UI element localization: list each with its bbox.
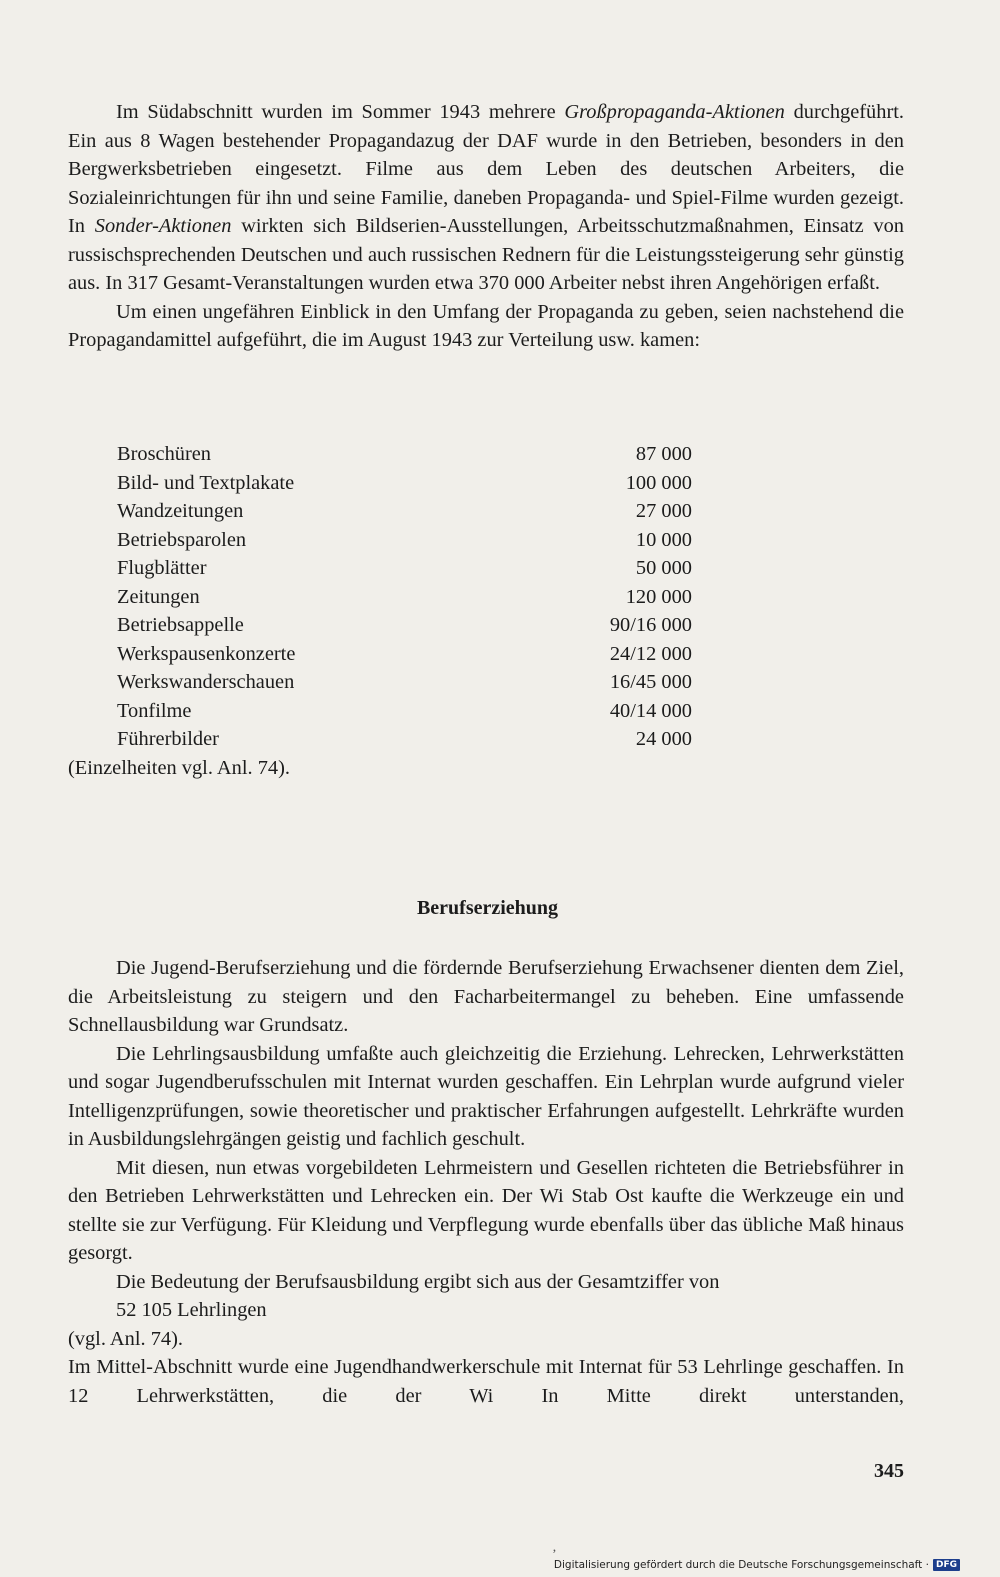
digitization-footer — [554, 1559, 960, 1571]
footer-text: Digitalisierung gefördert durch die Deutsche Forschungsgemeinschaft · — [553, 1559, 929, 1571]
paragraph-jugend-berufserziehung: Die Jugend-Berufserziehung und die fördernde Berufserziehung Erwachsener dienten dem Ziel, die Arbeitsleistung zu steigern und den Facharbeitermangel zu beheben. Eine umfassende Schnellausbildung war Grundsatz. — [68, 957, 904, 1036]
table-label: Bild- und Textplakate — [117, 471, 295, 494]
text-run: wirkten sich Bildserien-Ausstellungen, Arbeitsschutzmaßnahmen, Einsatz von russischsprechenden Deutschen und auch russischen Rednern für die Leistungssteigerung sehr günstig aus. In 317 Gesamt-Veranstaltungen wurden etwa 370 000 Arbeiter nebst ihren Angehörigen erfaßt. — [68, 215, 904, 294]
text-run: Im Südabschnitt wurden im Sommer 1943 mehrere — [116, 101, 565, 123]
table-row — [117, 697, 692, 726]
table-label: Betriebsparolen — [117, 528, 247, 551]
table-row — [117, 583, 692, 612]
table-value: 100 000 — [625, 471, 692, 494]
table-label: Broschüren — [117, 443, 211, 465]
italic-term: Großpropaganda-Aktionen — [564, 101, 785, 123]
italic-term: Sonder-Aktionen — [94, 215, 232, 237]
table-value: 120 000 — [625, 585, 692, 608]
stray-mark: ‚ — [552, 1540, 557, 1555]
section-heading: Berufserziehung — [416, 897, 559, 919]
propaganda-table — [117, 440, 692, 754]
paragraph-lehrlingsausbildung: Die Lehrlingsausbildung umfaßte auch gleichzeitig die Erziehung. Lehrecken, Lehrwerkstätten und sogar Jugendberufsschulen mit Internat wurden geschaffen. Ein Lehrplan wurde aufgrund vieler Intelligenzprüfungen, sowie theoretischer und praktischer Erfahrungen aufgestellt. Lehrkräfte wurden in Ausbildungslehrgängen geistig und fachlich geschult. — [68, 1042, 904, 1150]
table-value: 24/12 000 — [609, 642, 692, 665]
paragraph-lehrmeister: Mit diesen, nun etwas vorgebildeten Lehrmeistern und Gesellen richteten die Betriebsführer in den Betrieben Lehrwerkstätten und Lehrecken ein. Der Wi Stab Ost kaufte die Werkzeuge ein und stellte sie zur Verfügung. Für Kleidung und Verpflegung wurde ebenfalls über das übliche Maß hinaus gesorgt. — [68, 1156, 904, 1264]
table-row — [117, 469, 692, 498]
table-note: (Einzelheiten vgl. Anl. 74). — [68, 757, 290, 779]
bottom-text-block — [68, 954, 904, 1410]
paragraph-mittel-abschnitt: Im Mittel-Abschnitt wurde eine Jugendhandwerkerschule mit Internat für 53 Lehrlinge geschaffen. In 12 Lehrwerkstätten, die der Wi In Mitte direkt unterstanden, — [68, 1356, 904, 1407]
table-value: 50 000 — [635, 557, 692, 579]
table-value: 40/14 000 — [609, 699, 692, 722]
table-row — [117, 526, 692, 555]
table-row — [117, 611, 692, 640]
top-text-block — [68, 98, 904, 355]
dfg-logo: DFG — [933, 1559, 960, 1571]
table-value: 90/16 000 — [609, 614, 692, 636]
table-row — [117, 668, 692, 697]
paragraph-bedeutung: Die Bedeutung der Berufsausbildung ergibt sich aus der Gesamtziffer von — [116, 1270, 720, 1293]
table-label: Zeitungen — [117, 585, 200, 608]
table-label: Führerbilder — [117, 728, 219, 750]
text-run: durchgeführt. Ein aus 8 Wagen bestehender Propagandazug der DAF wurde in den Betrieben, besonders in den Bergwerksbetrieben eingesetzt. Filme aus dem Leben des deutschen Arbeiters, die Sozialeinrichtungen für ihn und seine Familie, daneben Propaganda- und Spiel-Filme wurden gezeigt. In — [68, 101, 904, 237]
paragraph-grosspropaganda — [68, 98, 904, 298]
table-label: Flugblätter — [117, 557, 207, 579]
table-row — [117, 440, 692, 469]
table-label: Wandzeitungen — [117, 500, 244, 522]
table-value: 24 000 — [635, 728, 692, 750]
table-row — [117, 640, 692, 669]
paragraph-propagandamittel: Um einen ungefähren Einblick in den Umfang der Propaganda zu geben, seien nachstehend die Propagandamittel aufgeführt, die im August 1943 zur Verteilung usw. kamen: — [68, 300, 904, 351]
table-value: 16/45 000 — [609, 671, 692, 693]
table-row — [117, 554, 692, 583]
table-label: Betriebsappelle — [117, 614, 244, 636]
table-label: Tonfilme — [117, 699, 192, 722]
table-row — [117, 725, 692, 754]
lehrlinge-count: 52 105 Lehrlingen — [116, 1299, 267, 1321]
page-number: 345 — [874, 1460, 904, 1482]
table-value: 27 000 — [635, 500, 692, 522]
table-label: Werkspausenkonzerte — [117, 642, 296, 665]
table-value: 10 000 — [635, 528, 692, 551]
vgl-reference: (vgl. Anl. 74). — [68, 1327, 183, 1350]
table-row — [117, 497, 692, 526]
table-label: Werkswanderschauen — [117, 671, 295, 693]
table-value: 87 000 — [635, 443, 692, 465]
